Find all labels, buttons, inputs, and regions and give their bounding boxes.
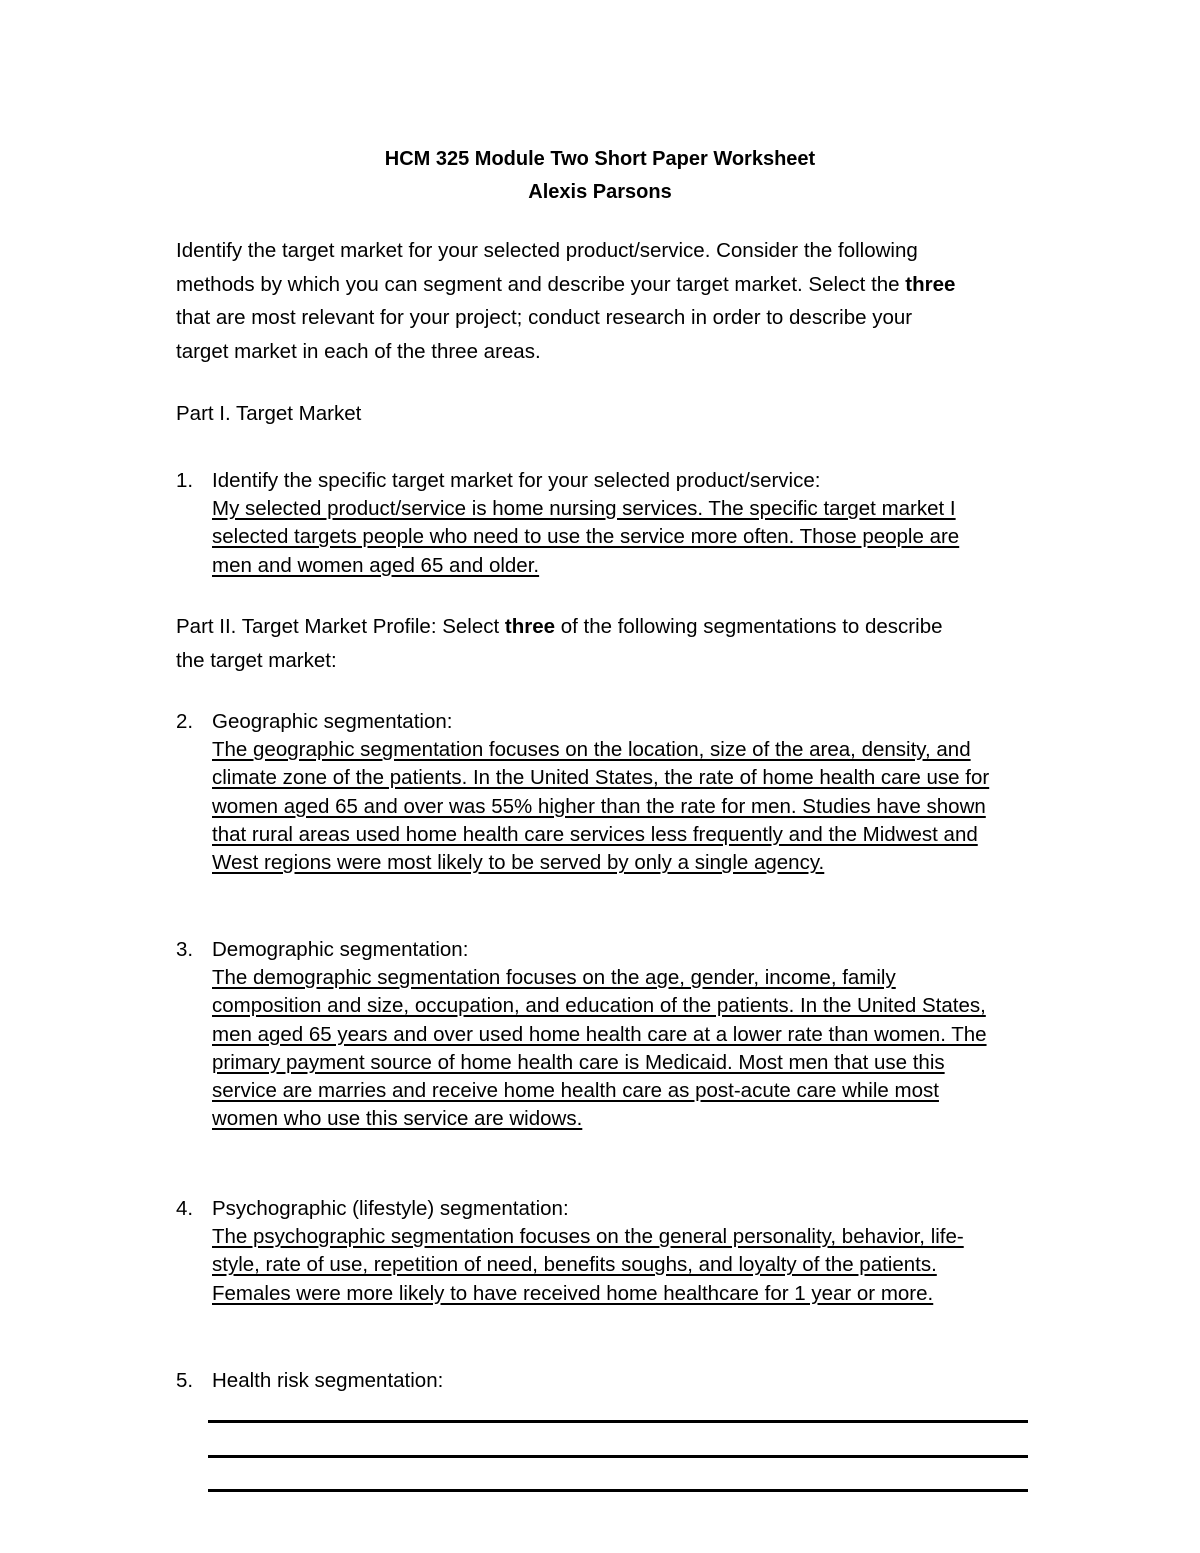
answer-line: My selected product/service is home nursing services. The specific target market I [212, 497, 956, 520]
answer-line: The geographic segmentation focuses on the location, size of the area, density, and [212, 738, 971, 761]
part-two-text: Part II. Target Market Profile: Select [176, 615, 505, 638]
answer-line: West regions were most likely to be served by only a single agency. [212, 851, 825, 875]
question-number: 2. [176, 710, 194, 733]
part-one-heading: Part I. Target Market [176, 402, 362, 425]
question-label: Psychographic (lifestyle) segmentation: [212, 1197, 569, 1220]
answer-line: women who use this service are widows. [212, 1107, 583, 1131]
intro-line [176, 268, 1006, 302]
answer-blank-line [208, 1489, 1028, 1492]
intro-paragraph [176, 234, 1006, 368]
question-number: 5. [176, 1369, 194, 1392]
answer-line: The psychographic segmentation focuses on the general personality, behavior, life- [212, 1225, 964, 1248]
answer-line: composition and size, occupation, and education of the patients. In the United States, [212, 994, 986, 1018]
answer-text [212, 964, 1032, 1134]
answer-line: selected targets people who need to use the service more often. Those people are [212, 525, 960, 549]
answer-line: primary payment source of home health care is Medicaid. Most men that use this [212, 1050, 945, 1074]
intro-emphasis: three [905, 272, 956, 296]
question-label: Geographic segmentation: [212, 710, 453, 733]
question-label: Identify the specific target market for your selected product/service: [212, 469, 821, 492]
answer-line: that rural areas used home health care services less frequently and the Midwest and [212, 822, 978, 846]
answer-line: service are marries and receive home health care as post-acute care while most [212, 1079, 939, 1103]
answer-line: climate zone of the patients. In the United States, the rate of home health care use for [212, 766, 990, 790]
document-title: HCM 325 Module Two Short Paper Worksheet [384, 148, 816, 170]
answer-line: The demographic segmentation focuses on the age, gender, income, family [212, 966, 896, 989]
answer-text [212, 495, 1032, 580]
answer-line: style, rate of use, repetition of need, benefits soughs, and loyalty of the patients. [212, 1253, 937, 1277]
answer-text [212, 736, 1032, 877]
answer-line: men aged 65 years and over used home health care at a lower rate than women. The [212, 1022, 987, 1046]
question-number: 3. [176, 938, 194, 961]
part-two-heading-line [176, 610, 1016, 644]
intro-line: target market in each of the three areas. [176, 339, 541, 363]
question-number: 4. [176, 1197, 194, 1220]
answer-blank-line [208, 1455, 1028, 1458]
part-two-heading [176, 610, 1016, 677]
answer-text [212, 1223, 1032, 1308]
document-author: Alexis Parsons [528, 181, 672, 203]
answer-blank-line [208, 1420, 1028, 1423]
question-label: Demographic segmentation: [212, 938, 469, 961]
question-number: 1. [176, 469, 194, 492]
document-header [0, 143, 1200, 209]
part-two-text: of the following segmentations to describe [555, 615, 943, 638]
intro-line: Identify the target market for your selected product/service. Consider the following [176, 239, 918, 262]
answer-line: women aged 65 and over was 55% higher than the rate for men. Studies have shown [212, 794, 986, 818]
part-two-heading-line: the target market: [176, 648, 337, 672]
intro-line: that are most relevant for your project; conduct research in order to describe your [176, 306, 913, 329]
question-label: Health risk segmentation: [212, 1369, 444, 1392]
answer-line: Females were more likely to have received home healthcare for 1 year or more. [212, 1281, 934, 1305]
answer-line: men and women aged 65 and older. [212, 553, 540, 577]
intro-text: methods by which you can segment and describe your target market. Select the [176, 272, 906, 296]
part-two-emphasis: three [504, 615, 556, 638]
